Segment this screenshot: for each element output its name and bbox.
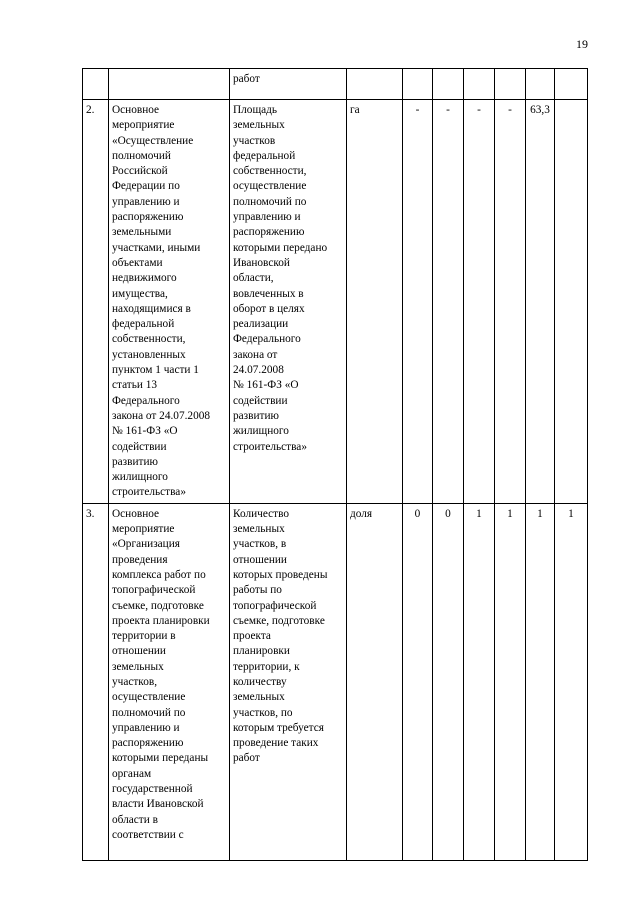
indicator-line: работ bbox=[233, 73, 260, 85]
value-cell bbox=[403, 69, 433, 100]
value-cell: - bbox=[495, 100, 526, 504]
event-line: отношении bbox=[112, 645, 166, 658]
indicator-line: области, bbox=[233, 272, 274, 285]
indicator-line: территории, к bbox=[233, 660, 300, 673]
indicator-line: проведение таких bbox=[233, 737, 319, 750]
unit-cell: доля bbox=[347, 503, 403, 860]
page-number: 19 bbox=[576, 37, 588, 51]
event-line: имущества, bbox=[112, 287, 168, 300]
indicator-line: реализации bbox=[233, 318, 289, 331]
table-row bbox=[83, 503, 588, 860]
event-line: земельными bbox=[112, 226, 172, 239]
event-line: находящимися в bbox=[112, 302, 191, 315]
row-number-cell: 2. bbox=[83, 100, 109, 504]
event-line: № 161-ФЗ «О bbox=[112, 425, 178, 438]
indicator-line: съемке, подготовке bbox=[233, 614, 325, 627]
event-line: Основное bbox=[112, 104, 160, 116]
value-cell: - bbox=[403, 100, 433, 504]
event-line: полномочий bbox=[112, 149, 171, 162]
event-line: мероприятие bbox=[112, 119, 175, 132]
event-line: Российской bbox=[112, 165, 168, 178]
event-line: участками, иными bbox=[112, 241, 201, 254]
event-line: распоряжению bbox=[112, 211, 184, 224]
indicator-line: планировки bbox=[233, 645, 290, 658]
event-line: области в bbox=[112, 813, 158, 826]
indicator-line: вовлеченных в bbox=[233, 287, 304, 300]
event-line: закона от 24.07.2008 bbox=[112, 409, 211, 422]
indicator-line: Площадь bbox=[233, 104, 278, 116]
indicator-line: которых проведены bbox=[233, 568, 328, 581]
indicator-line: отношении bbox=[233, 553, 287, 566]
table-row bbox=[83, 69, 588, 100]
indicator-line: топографической bbox=[233, 599, 317, 612]
indicator-line: 24.07.2008 bbox=[233, 364, 284, 377]
indicator-line: участков, в bbox=[233, 538, 287, 551]
indicator-line: собственности, bbox=[233, 165, 307, 178]
value-cell: 0 bbox=[433, 503, 464, 860]
value-cell bbox=[526, 69, 555, 100]
event-line: территории в bbox=[112, 630, 176, 643]
event-line: органам bbox=[112, 767, 152, 780]
event-line: федеральной bbox=[112, 318, 175, 331]
event-line: пунктом 1 части 1 bbox=[112, 364, 199, 377]
event-line: развитию bbox=[112, 455, 158, 468]
value-cell bbox=[464, 69, 495, 100]
event-line: проекта планировки bbox=[112, 614, 210, 627]
value-cell: 0 bbox=[403, 503, 433, 860]
event-line: недвижимого bbox=[112, 272, 177, 285]
indicator-line: Количество bbox=[233, 507, 289, 520]
indicator-name-cell bbox=[230, 503, 347, 860]
indicator-line: содействии bbox=[233, 394, 288, 407]
event-line: полномочий по bbox=[112, 706, 186, 719]
event-name-cell bbox=[109, 69, 230, 100]
indicator-line: закона от bbox=[233, 348, 278, 361]
event-line: жилищного bbox=[112, 471, 168, 484]
indicator-line: проекта bbox=[233, 630, 271, 643]
indicators-table bbox=[82, 68, 588, 861]
event-line: участков, bbox=[112, 675, 158, 688]
event-line: которыми переданы bbox=[112, 752, 209, 765]
value-cell: 1 bbox=[495, 503, 526, 860]
value-cell: 63,3 bbox=[526, 100, 555, 504]
event-line: проведения bbox=[112, 553, 168, 566]
indicator-name-cell bbox=[230, 100, 347, 504]
event-line: управлению и bbox=[112, 721, 180, 734]
event-line: государственной bbox=[112, 783, 193, 796]
event-line: распоряжению bbox=[112, 737, 184, 750]
indicator-line: которыми передано bbox=[233, 241, 328, 254]
table-body bbox=[83, 69, 588, 861]
event-name-cell bbox=[109, 100, 230, 504]
indicator-line: количеству bbox=[233, 675, 287, 688]
value-cell: - bbox=[464, 100, 495, 504]
event-line: власти Ивановской bbox=[112, 798, 204, 811]
indicator-line: участков, по bbox=[233, 706, 293, 719]
value-cell: 1 bbox=[555, 503, 588, 860]
event-line: объектами bbox=[112, 256, 163, 269]
event-line: соответствии с bbox=[112, 828, 184, 841]
value-cell bbox=[555, 69, 588, 100]
event-line: Федерации по bbox=[112, 180, 180, 193]
event-line: установленных bbox=[112, 348, 186, 361]
event-line: статьи 13 bbox=[112, 379, 158, 392]
indicator-line: работы по bbox=[233, 584, 282, 597]
event-line: «Осуществление bbox=[112, 134, 194, 147]
indicator-line: распоряжению bbox=[233, 226, 305, 239]
indicator-line: земельных bbox=[233, 691, 285, 704]
indicator-line: оборот в целях bbox=[233, 302, 305, 315]
unit-cell bbox=[347, 69, 403, 100]
row-number-cell: 3. bbox=[83, 503, 109, 860]
indicator-line: которым требуется bbox=[233, 721, 324, 734]
indicator-line: осуществление bbox=[233, 180, 307, 193]
indicator-line: участков bbox=[233, 134, 276, 147]
indicator-line: жилищного bbox=[233, 425, 289, 438]
indicator-line: полномочий по bbox=[233, 195, 307, 208]
indicator-line: Федерального bbox=[233, 333, 301, 346]
event-line: «Организация bbox=[112, 538, 180, 551]
event-line: Федерального bbox=[112, 394, 180, 407]
value-cell: 1 bbox=[526, 503, 555, 860]
table-row bbox=[83, 100, 588, 504]
indicator-name-cell bbox=[230, 69, 347, 100]
indicator-line: земельных bbox=[233, 119, 285, 132]
indicator-line: развитию bbox=[233, 409, 279, 422]
unit-cell: га bbox=[347, 100, 403, 504]
event-name-cell bbox=[109, 503, 230, 860]
value-cell bbox=[433, 69, 464, 100]
event-line: земельных bbox=[112, 660, 164, 673]
event-line: съемке, подготовке bbox=[112, 599, 204, 612]
indicator-line: № 161-ФЗ «О bbox=[233, 379, 299, 392]
indicator-line: работ bbox=[233, 752, 260, 765]
indicator-line: управлению и bbox=[233, 211, 301, 224]
event-line: строительства» bbox=[112, 486, 186, 499]
indicator-line: федеральной bbox=[233, 149, 296, 162]
event-line: комплекса работ по bbox=[112, 568, 206, 581]
event-line: собственности, bbox=[112, 333, 186, 346]
value-cell bbox=[555, 100, 588, 504]
event-line: мероприятие bbox=[112, 523, 175, 536]
row-number-cell bbox=[83, 69, 109, 100]
value-cell: - bbox=[433, 100, 464, 504]
event-line: топографической bbox=[112, 584, 196, 597]
indicator-line: земельных bbox=[233, 523, 285, 536]
indicator-line: строительства» bbox=[233, 440, 307, 453]
value-cell: 1 bbox=[464, 503, 495, 860]
event-line: содействии bbox=[112, 440, 167, 453]
indicator-line: Ивановской bbox=[233, 256, 290, 269]
event-line: осуществление bbox=[112, 691, 186, 704]
event-line: управлению и bbox=[112, 195, 180, 208]
value-cell bbox=[495, 69, 526, 100]
event-line: Основное bbox=[112, 507, 160, 520]
